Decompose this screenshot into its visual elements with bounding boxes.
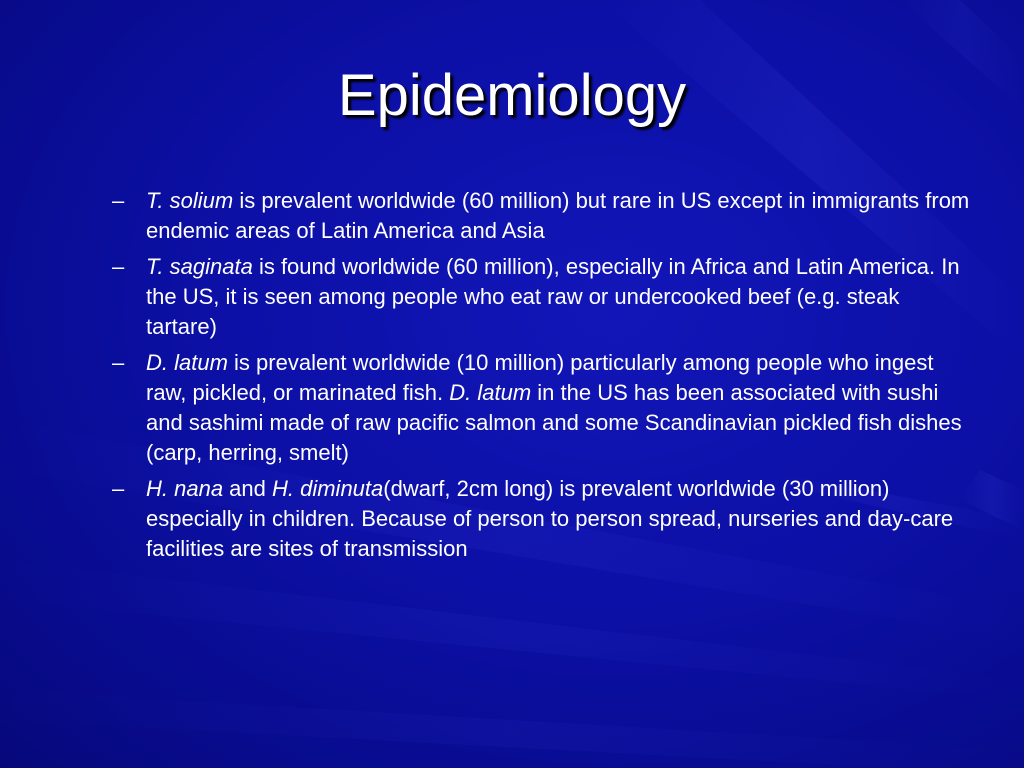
species-name: D. latum [146, 350, 228, 375]
background-ray [0, 690, 1024, 768]
bullet-dash: – [112, 350, 125, 375]
species-name: T. solium [146, 188, 234, 213]
bullet-list [112, 186, 972, 570]
bullet-dash: – [112, 188, 125, 213]
bullet-item [112, 186, 972, 246]
bullet-item [112, 474, 972, 564]
species-name: T. saginata [146, 254, 253, 279]
bullet-text: (dwarf, 2cm long) is prevalent worldwide (30 million) especially in children. Because of person to person spread, nurseries and day-care facilities are sites of transmission [146, 476, 954, 561]
bullet-text: is prevalent worldwide (10 million) particularly among people who ingest raw, pickled, or marinated fish. [146, 350, 934, 405]
bullet-text: and [223, 476, 272, 501]
bullet-text: is prevalent worldwide (60 million) but rare in US except in immigrants from endemic areas of Latin America and Asia [146, 188, 970, 243]
bullet-text: in the US has been associated with sushi and sashimi made of raw pacific salmon and some Scandinavian pickled fish dishes (carp, herring, smelt) [146, 380, 962, 465]
bullet-item [112, 348, 972, 468]
bullet-item [112, 252, 972, 342]
background-ray [0, 560, 1024, 700]
bullet-dash: – [112, 254, 125, 279]
bullet-dash: – [112, 476, 125, 501]
species-name: D. latum [449, 380, 532, 405]
slide-title: Epidemiology [337, 63, 687, 128]
bullet-text: is found worldwide (60 million), especially in Africa and Latin America. In the US, it is seen among people who eat raw or undercooked beef (e.g. steak tartare) [146, 254, 960, 339]
species-name: H. nana [146, 476, 224, 501]
species-name: H. diminuta [272, 476, 384, 501]
